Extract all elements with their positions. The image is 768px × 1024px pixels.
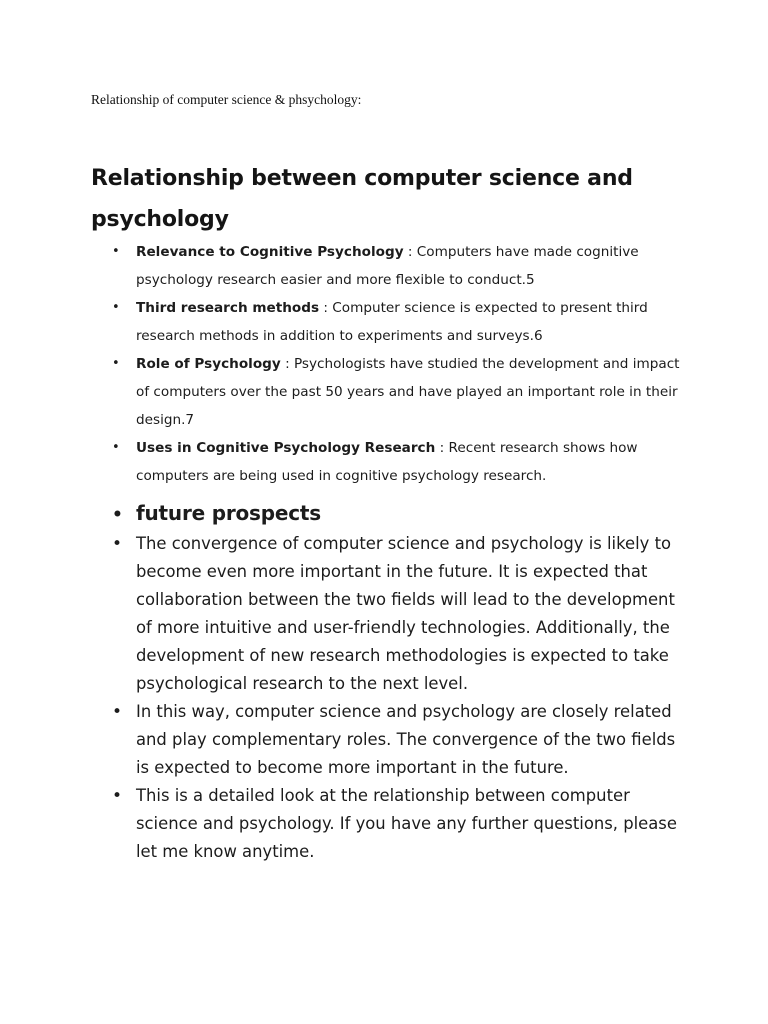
- list-item: [91, 350, 691, 434]
- point-text: : Computers have made cognitive psychology research easier and more flexible to conduct.5: [136, 244, 639, 288]
- point-text: : Recent research shows how computers are being used in cognitive psychology research.: [136, 440, 638, 484]
- future-heading: • future prospects: [91, 496, 691, 530]
- point-text: : Computer science is expected to present third research methods in addition to experiments and surveys.6: [136, 300, 648, 344]
- section-heading: Relationship between computer science and psychology: [91, 166, 633, 232]
- future-list: [91, 496, 691, 866]
- list-item: [91, 238, 691, 294]
- key-points-list: [91, 238, 691, 490]
- point-term: Third research methods: [136, 300, 320, 316]
- list-item: • This is a detailed look at the relationship between computer science and psychology. If you have any further questions, please let me know anytime.: [91, 782, 691, 866]
- point-text: : Psychologists have studied the development and impact of computers over the past 50 years and have played an important role in their design.7: [136, 356, 680, 428]
- intro-line: Relationship of computer science & phsychology:: [91, 92, 362, 107]
- point-term: Uses in Cognitive Psychology Research: [136, 440, 436, 456]
- point-term: Role of Psychology: [136, 356, 281, 372]
- list-item: • In this way, computer science and psychology are closely related and play complementary roles. The convergence of the two fields is expected to become more important in the future.: [91, 698, 691, 782]
- point-term: Relevance to Cognitive Psychology: [136, 244, 404, 260]
- list-item: [91, 434, 691, 490]
- list-item: [91, 294, 691, 350]
- list-item: • The convergence of computer science and psychology is likely to become even more important in the future. It is expected that collaboration between the two fields will lead to the development of more intuitive and user-friendly technologies. Additionally, the development of new research methodologies is expected to take psychological research to the next level.: [91, 530, 691, 698]
